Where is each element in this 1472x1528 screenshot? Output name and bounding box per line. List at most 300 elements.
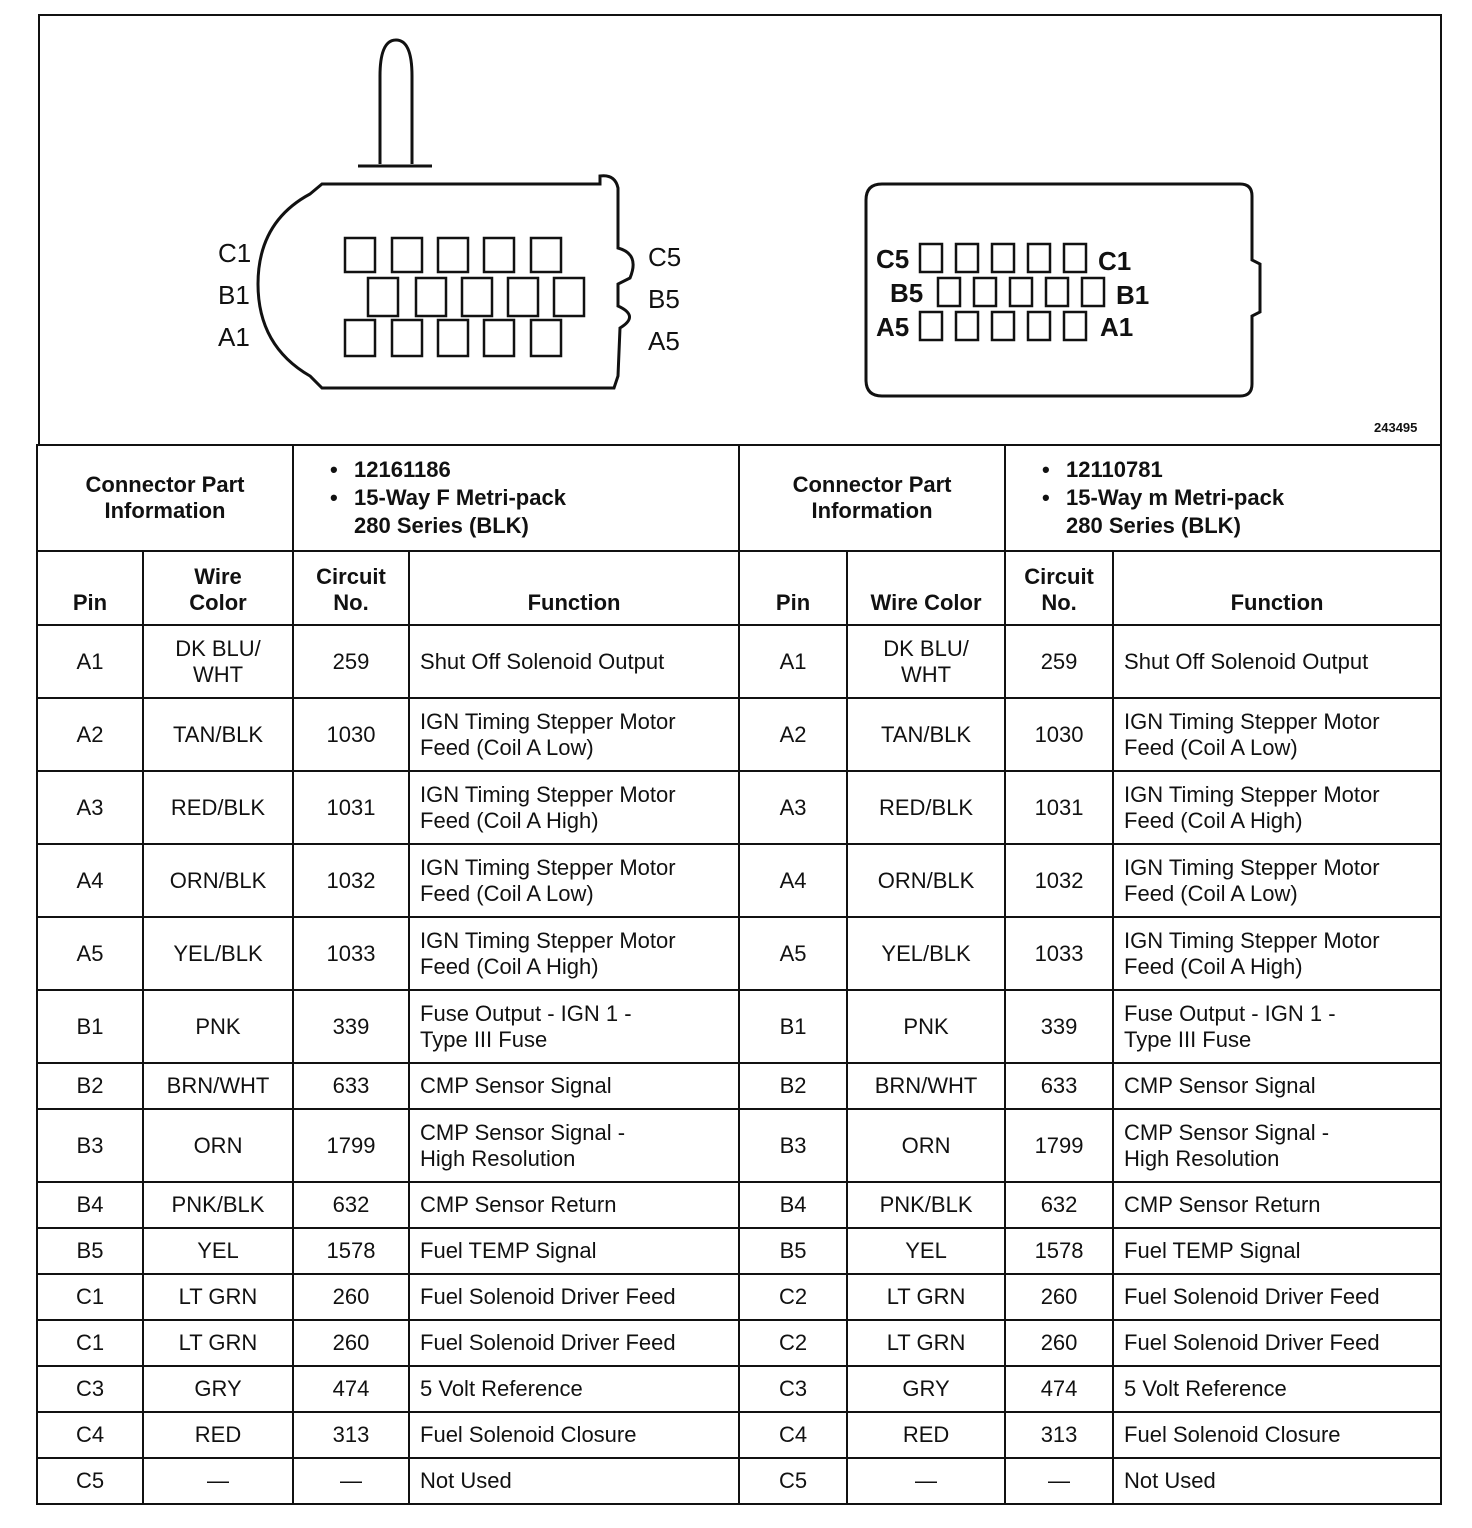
pin-cell-right [739, 1182, 847, 1228]
wire-color-cell-left-line1: LT GRN [178, 1330, 258, 1355]
wire-color-cell-left [143, 698, 293, 771]
function-cell-left [409, 1366, 739, 1412]
table-row [37, 698, 1441, 771]
function-cell-right [1113, 1412, 1441, 1458]
pin-cell-right-line1: B4 [779, 1192, 807, 1217]
function-cell-right-line1: IGN Timing Stepper Motor [1124, 781, 1380, 807]
pin-cell-right [739, 771, 847, 844]
pin-cell-left-line1: B2 [76, 1073, 104, 1098]
wire-color-cell-left-line1: — [207, 1468, 229, 1493]
female-pin-b1 [368, 278, 398, 316]
circuit-cell-right-line1: 474 [1040, 1376, 1078, 1401]
circuit-cell-left-line1: 260 [332, 1284, 370, 1309]
wire-color-cell-left [143, 1274, 293, 1320]
circuit-cell-right [1005, 698, 1113, 771]
pin-cell-left [37, 625, 143, 698]
header-circuit-left [293, 551, 409, 625]
male-pin-a2 [1028, 312, 1050, 340]
function-cell-left [409, 1274, 739, 1320]
circuit-cell-left [293, 1274, 409, 1320]
header-text: No. [1041, 590, 1077, 615]
wire-color-cell-left [143, 1063, 293, 1109]
male-label-b1: B1 [1116, 280, 1150, 310]
wire-color-cell-right-line1: LT GRN [886, 1284, 966, 1309]
function-cell-left-line1: Fuel Solenoid Closure [420, 1422, 637, 1447]
pin-cell-left [37, 917, 143, 990]
function-cell-right-line1: Fuse Output - IGN 1 - [1124, 1000, 1336, 1026]
function-cell-right-line2: Feed (Coil A Low) [1124, 880, 1298, 906]
pin-cell-left-line1: A3 [76, 794, 104, 820]
wire-color-cell-left [143, 1366, 293, 1412]
circuit-cell-right-line1: 1799 [1034, 1132, 1084, 1158]
header-text: No. [333, 590, 369, 615]
function-cell-left-line1: Fuse Output - IGN 1 - [420, 1000, 632, 1026]
pin-cell-right-line1: A4 [779, 867, 807, 893]
pin-cell-right [739, 917, 847, 990]
wire-color-cell-right [847, 1458, 1005, 1504]
circuit-cell-right-line1: 1033 [1034, 940, 1084, 966]
female-pin-c4 [484, 238, 514, 272]
table-row [37, 1320, 1441, 1366]
function-cell-left-line2: Feed (Coil A Low) [420, 734, 594, 760]
male-label-c1: C1 [1098, 246, 1132, 276]
wire-color-cell-left-line1: BRN/WHT [166, 1073, 270, 1098]
female-label-c5: C5 [648, 242, 682, 272]
table-row [37, 1458, 1441, 1504]
function-cell-left-line1: IGN Timing Stepper Motor [420, 854, 676, 880]
wire-color-cell-right-line1: BRN/WHT [874, 1073, 978, 1098]
pin-cell-right [739, 1366, 847, 1412]
circuit-cell-left [293, 625, 409, 698]
circuit-cell-left [293, 1458, 409, 1504]
circuit-cell-left-line1: 313 [332, 1422, 370, 1447]
pin-cell-left-line1: B1 [76, 1013, 104, 1039]
female-label-b5: B5 [648, 284, 680, 314]
function-cell-left [409, 844, 739, 917]
function-cell-right-line1: Fuel Solenoid Closure [1124, 1422, 1341, 1447]
circuit-cell-right [1005, 1320, 1113, 1366]
function-cell-right-line1: Fuel Solenoid Driver Feed [1124, 1330, 1380, 1355]
circuit-cell-right [1005, 1366, 1113, 1412]
circuit-cell-right [1005, 1458, 1113, 1504]
wire-color-cell-left-line1: YEL/BLK [173, 940, 263, 966]
pin-cell-right-line1: A1 [779, 648, 807, 674]
female-label-c1: C1 [218, 238, 252, 268]
circuit-cell-left [293, 1320, 409, 1366]
wire-color-cell-left [143, 1320, 293, 1366]
description-line1: 15-Way m Metri-pack [1066, 485, 1285, 510]
header-wire-color-left [143, 551, 293, 625]
wire-color-cell-right [847, 1320, 1005, 1366]
wire-color-cell-left-line1: DK BLU/ [175, 635, 261, 661]
function-cell-right [1113, 917, 1441, 990]
circuit-cell-right-line1: 313 [1040, 1422, 1078, 1447]
pin-cell-right [739, 1109, 847, 1182]
table-row [37, 1366, 1441, 1412]
male-pin-b4 [974, 278, 996, 306]
circuit-cell-left [293, 1228, 409, 1274]
wire-color-cell-left-line1: RED/BLK [170, 794, 266, 820]
circuit-cell-right-line1: 633 [1040, 1073, 1078, 1098]
table-row [37, 1274, 1441, 1320]
function-cell-right-line2: Feed (Coil A Low) [1124, 734, 1298, 760]
circuit-cell-left-line1: 260 [332, 1330, 370, 1355]
function-cell-left-line1: IGN Timing Stepper Motor [420, 781, 676, 807]
wire-color-cell-right [847, 771, 1005, 844]
wire-color-cell-right [847, 625, 1005, 698]
function-cell-left-line2: Type III Fuse [420, 1026, 548, 1052]
wire-color-cell-right [847, 1228, 1005, 1274]
function-cell-right-line1: Fuel TEMP Signal [1124, 1238, 1301, 1263]
female-pin-a2 [392, 320, 422, 356]
circuit-cell-right [1005, 1274, 1113, 1320]
table-row [37, 1228, 1441, 1274]
function-cell-right-line1: Shut Off Solenoid Output [1124, 648, 1369, 674]
function-cell-left-line1: IGN Timing Stepper Motor [420, 708, 676, 734]
circuit-cell-right [1005, 1228, 1113, 1274]
female-label-a1: A1 [218, 322, 250, 352]
male-pin-b3 [1010, 278, 1032, 306]
circuit-cell-left-line1: 1799 [326, 1132, 376, 1158]
wire-color-cell-left-line1: PNK [195, 1013, 241, 1039]
circuit-cell-right [1005, 1182, 1113, 1228]
circuit-cell-left-line1: 1578 [326, 1238, 376, 1263]
function-cell-right [1113, 1320, 1441, 1366]
header-text: Circuit [1024, 564, 1094, 589]
pin-cell-left [37, 698, 143, 771]
pin-cell-right [739, 990, 847, 1063]
table-row [37, 1182, 1441, 1228]
circuit-cell-right-line1: 1032 [1034, 867, 1084, 893]
wire-color-cell-left [143, 771, 293, 844]
function-cell-right-line1: CMP Sensor Signal [1124, 1073, 1316, 1098]
header-circuit-right [1005, 551, 1113, 625]
function-cell-right-line1: 5 Volt Reference [1124, 1376, 1287, 1401]
circuit-cell-right-line1: 1030 [1034, 721, 1084, 747]
function-cell-left-line2: High Resolution [420, 1145, 576, 1171]
male-pin-a5 [920, 312, 942, 340]
pin-cell-left [37, 771, 143, 844]
circuit-cell-right-line1: 632 [1040, 1192, 1078, 1217]
column-header-row [37, 551, 1441, 625]
male-pin-b5 [938, 278, 960, 306]
circuit-cell-left [293, 917, 409, 990]
female-pin-a3 [438, 320, 468, 356]
circuit-cell-right-line1: 260 [1040, 1284, 1078, 1309]
pin-cell-left [37, 1063, 143, 1109]
pinout-table [36, 444, 1442, 1505]
pin-cell-left [37, 1274, 143, 1320]
table-row [37, 917, 1441, 990]
circuit-cell-right [1005, 1109, 1113, 1182]
circuit-cell-left-line1: 474 [332, 1376, 370, 1401]
wire-color-cell-left-line1: RED [194, 1422, 242, 1447]
pin-cell-left [37, 1109, 143, 1182]
female-pin-a4 [484, 320, 514, 356]
header-function-left: Function [409, 551, 739, 625]
function-cell-left [409, 771, 739, 844]
wire-color-cell-right-line1: GRY [902, 1376, 950, 1401]
male-pin-c2 [1028, 244, 1050, 272]
circuit-cell-left-line1: 633 [332, 1073, 370, 1098]
function-cell-right [1113, 844, 1441, 917]
pin-cell-left [37, 1366, 143, 1412]
table-row [37, 1109, 1441, 1182]
wire-color-cell-right-line1: PNK/BLK [879, 1192, 973, 1217]
circuit-cell-left-line1: 259 [332, 648, 370, 674]
wire-color-cell-right [847, 1063, 1005, 1109]
pin-cell-right-line1: A3 [779, 794, 807, 820]
wire-color-cell-left [143, 1412, 293, 1458]
wire-color-cell-right [847, 1182, 1005, 1228]
wire-color-cell-left-line1: ORN [193, 1132, 243, 1158]
function-cell-right [1113, 625, 1441, 698]
function-cell-left [409, 1182, 739, 1228]
circuit-cell-left-line1: 1030 [326, 721, 376, 747]
circuit-cell-right-line1: 339 [1040, 1013, 1078, 1039]
wire-color-cell-right-line1: TAN/BLK [881, 721, 972, 747]
wire-color-cell-left [143, 1182, 293, 1228]
function-cell-left-line1: CMP Sensor Return [420, 1192, 617, 1217]
function-cell-right-line1: Fuel Solenoid Driver Feed [1124, 1284, 1380, 1309]
pin-cell-right-line1: B5 [779, 1238, 807, 1263]
pin-cell-right [739, 1458, 847, 1504]
function-cell-left [409, 1228, 739, 1274]
male-pin-a1 [1064, 312, 1086, 340]
female-pin-b3 [462, 278, 492, 316]
circuit-cell-right [1005, 844, 1113, 917]
function-cell-left [409, 1320, 739, 1366]
connector-diagram [40, 16, 1444, 446]
wire-color-cell-right [847, 990, 1005, 1063]
function-cell-right-line2: Feed (Coil A High) [1124, 953, 1303, 979]
pin-cell-left-line1: A5 [76, 940, 104, 966]
female-pin-a1 [345, 320, 375, 356]
function-cell-right-line1: CMP Sensor Signal - [1124, 1119, 1330, 1145]
circuit-cell-left-line1: 1032 [326, 867, 376, 893]
wire-color-cell-left-line1: PNK/BLK [171, 1192, 265, 1217]
pin-cell-right [739, 625, 847, 698]
pin-cell-right-line1: A2 [779, 721, 807, 747]
function-cell-left-line1: Shut Off Solenoid Output [420, 648, 665, 674]
female-pin-c2 [392, 238, 422, 272]
male-pin-b2 [1046, 278, 1068, 306]
wire-color-cell-right-line1: LT GRN [886, 1330, 966, 1355]
pin-cell-left-line1: C4 [75, 1422, 105, 1447]
pin-cell-right-line1: B2 [779, 1073, 807, 1098]
function-cell-left [409, 917, 739, 990]
wire-color-cell-right-line1: YEL [905, 1238, 947, 1263]
function-cell-right [1113, 990, 1441, 1063]
female-label-b1: B1 [218, 280, 250, 310]
function-cell-right [1113, 1274, 1441, 1320]
wire-color-cell-right [847, 1412, 1005, 1458]
function-cell-right-line1: CMP Sensor Return [1124, 1192, 1321, 1217]
function-cell-left [409, 1412, 739, 1458]
male-connector [866, 184, 1260, 396]
male-label-c5: C5 [876, 244, 910, 274]
function-cell-right-line1: IGN Timing Stepper Motor [1124, 708, 1380, 734]
figure-id: 243495 [1374, 420, 1418, 435]
table-row [37, 771, 1441, 844]
connector-info-label-right [739, 445, 1005, 551]
wire-color-cell-right [847, 698, 1005, 771]
pin-cell-right [739, 1320, 847, 1366]
function-cell-right [1113, 1063, 1441, 1109]
function-cell-right-line2: High Resolution [1124, 1145, 1280, 1171]
male-pin-c5 [920, 244, 942, 272]
header-pin-right: Pin [739, 551, 847, 625]
wire-color-cell-left [143, 844, 293, 917]
circuit-cell-left [293, 698, 409, 771]
wire-color-cell-right-line1: — [915, 1468, 938, 1493]
female-label-a5: A5 [648, 326, 680, 356]
function-cell-left-line1: CMP Sensor Signal - [420, 1119, 626, 1145]
circuit-cell-left [293, 1182, 409, 1228]
pin-cell-right-line1: C5 [778, 1468, 808, 1493]
wire-color-cell-left-line1: TAN/BLK [172, 721, 264, 747]
function-cell-left [409, 698, 739, 771]
function-cell-left [409, 625, 739, 698]
function-cell-right [1113, 1109, 1441, 1182]
wire-color-cell-right-line1: RED [902, 1422, 950, 1447]
circuit-cell-left [293, 1063, 409, 1109]
male-pin-a4 [956, 312, 978, 340]
function-cell-right [1113, 1228, 1441, 1274]
female-pin-c1 [345, 238, 375, 272]
circuit-cell-right [1005, 1063, 1113, 1109]
pin-cell-left [37, 990, 143, 1063]
function-cell-left [409, 1458, 739, 1504]
circuit-cell-left-line1: — [340, 1468, 363, 1493]
male-pin-b1 [1082, 278, 1104, 306]
pin-cell-left-line1: C3 [75, 1376, 105, 1401]
circuit-cell-right-line1: — [1048, 1468, 1071, 1493]
circuit-cell-left [293, 1412, 409, 1458]
wire-color-cell-left [143, 1228, 293, 1274]
wire-color-cell-right-line1: ORN [901, 1132, 951, 1158]
male-pin-c3 [992, 244, 1014, 272]
female-pin-b2 [416, 278, 446, 316]
pin-cell-right-line1: A5 [779, 940, 807, 966]
header-text: Color [189, 590, 247, 615]
circuit-cell-left-line1: 339 [332, 1013, 370, 1039]
table-row [37, 1412, 1441, 1458]
male-pin-a3 [992, 312, 1014, 340]
pin-cell-right-line1: C3 [778, 1376, 808, 1401]
circuit-cell-right [1005, 771, 1113, 844]
header-text: Wire [194, 564, 242, 589]
pin-cell-right-line1: C2 [778, 1284, 808, 1309]
function-cell-left-line1: 5 Volt Reference [420, 1376, 583, 1401]
part-description-right [1036, 484, 1430, 540]
wire-color-cell-right-line2: WHT [900, 661, 952, 687]
circuit-cell-left-line1: 632 [332, 1192, 370, 1217]
circuit-cell-left [293, 844, 409, 917]
pin-cell-left-line1: A1 [76, 648, 104, 674]
wire-color-cell-left [143, 917, 293, 990]
pin-cell-left-line1: B3 [76, 1132, 104, 1158]
pin-cell-right [739, 698, 847, 771]
pin-cell-right-line1: C4 [778, 1422, 808, 1447]
male-pin-c1 [1064, 244, 1086, 272]
pin-cell-right [739, 1412, 847, 1458]
male-label-b5: B5 [890, 278, 924, 308]
female-pin-a5 [531, 320, 561, 356]
function-cell-left-line1: Not Used [420, 1468, 512, 1493]
pin-cell-left [37, 1320, 143, 1366]
circuit-cell-right [1005, 917, 1113, 990]
function-cell-right-line1: IGN Timing Stepper Motor [1124, 854, 1380, 880]
circuit-cell-right-line1: 260 [1040, 1330, 1078, 1355]
function-cell-left-line1: CMP Sensor Signal [420, 1073, 612, 1098]
pin-cell-right [739, 844, 847, 917]
connector-figure [38, 14, 1442, 444]
wire-color-cell-right-line1: YEL/BLK [881, 940, 971, 966]
function-cell-left-line1: IGN Timing Stepper Motor [420, 927, 676, 953]
table-row [37, 625, 1441, 698]
pin-cell-left-line1: C1 [75, 1330, 105, 1355]
female-pin-c5 [531, 238, 561, 272]
connector-info-left [293, 445, 739, 551]
circuit-cell-left [293, 771, 409, 844]
wire-color-cell-left-line1: GRY [194, 1376, 242, 1401]
header-text: Circuit [316, 564, 386, 589]
pin-cell-left-line1: C1 [75, 1284, 105, 1309]
wire-color-cell-left [143, 625, 293, 698]
wire-color-cell-left-line1: YEL [197, 1238, 239, 1263]
wire-color-cell-right-line1: ORN/BLK [877, 867, 975, 893]
pin-cell-left-line1: A4 [76, 867, 104, 893]
function-cell-right [1113, 771, 1441, 844]
connector-info-row [37, 445, 1441, 551]
function-cell-left-line2: Feed (Coil A High) [420, 807, 599, 833]
function-cell-left [409, 990, 739, 1063]
function-cell-left-line1: Fuel TEMP Signal [420, 1238, 597, 1263]
description-line2: 280 Series (BLK) [354, 513, 529, 538]
female-pin-b5 [554, 278, 584, 316]
info-label-text: Connector Part Information [792, 472, 952, 523]
function-cell-left-line2: Feed (Coil A High) [420, 953, 599, 979]
wire-color-cell-right-line1: RED/BLK [878, 794, 974, 820]
circuit-cell-right-line1: 1031 [1034, 794, 1084, 820]
circuit-cell-right [1005, 1412, 1113, 1458]
function-cell-left [409, 1063, 739, 1109]
function-cell-right [1113, 1182, 1441, 1228]
male-pin-c4 [956, 244, 978, 272]
function-cell-right-line2: Type III Fuse [1124, 1026, 1252, 1052]
pin-cell-right [739, 1063, 847, 1109]
male-label-a5: A5 [876, 312, 910, 342]
part-number-right: • 12110781 [1036, 456, 1430, 484]
wire-color-cell-left-line2: WHT [192, 661, 244, 687]
pin-cell-right-line1: B3 [779, 1132, 807, 1158]
wire-color-cell-right-line1: PNK [903, 1013, 949, 1039]
circuit-cell-left [293, 1109, 409, 1182]
pin-cell-left-line1: B5 [76, 1238, 104, 1263]
table-row [37, 844, 1441, 917]
wire-color-cell-right-line1: DK BLU/ [883, 635, 969, 661]
circuit-cell-right-line1: 1578 [1034, 1238, 1084, 1263]
wire-color-cell-left [143, 990, 293, 1063]
function-cell-right-line1: IGN Timing Stepper Motor [1124, 927, 1380, 953]
function-cell-left [409, 1109, 739, 1182]
part-number-left: • 12161186 [324, 456, 728, 484]
part-description-left [324, 484, 728, 540]
circuit-cell-left-line1: 1033 [326, 940, 376, 966]
wire-color-cell-left-line1: ORN/BLK [169, 867, 267, 893]
function-cell-right [1113, 1366, 1441, 1412]
